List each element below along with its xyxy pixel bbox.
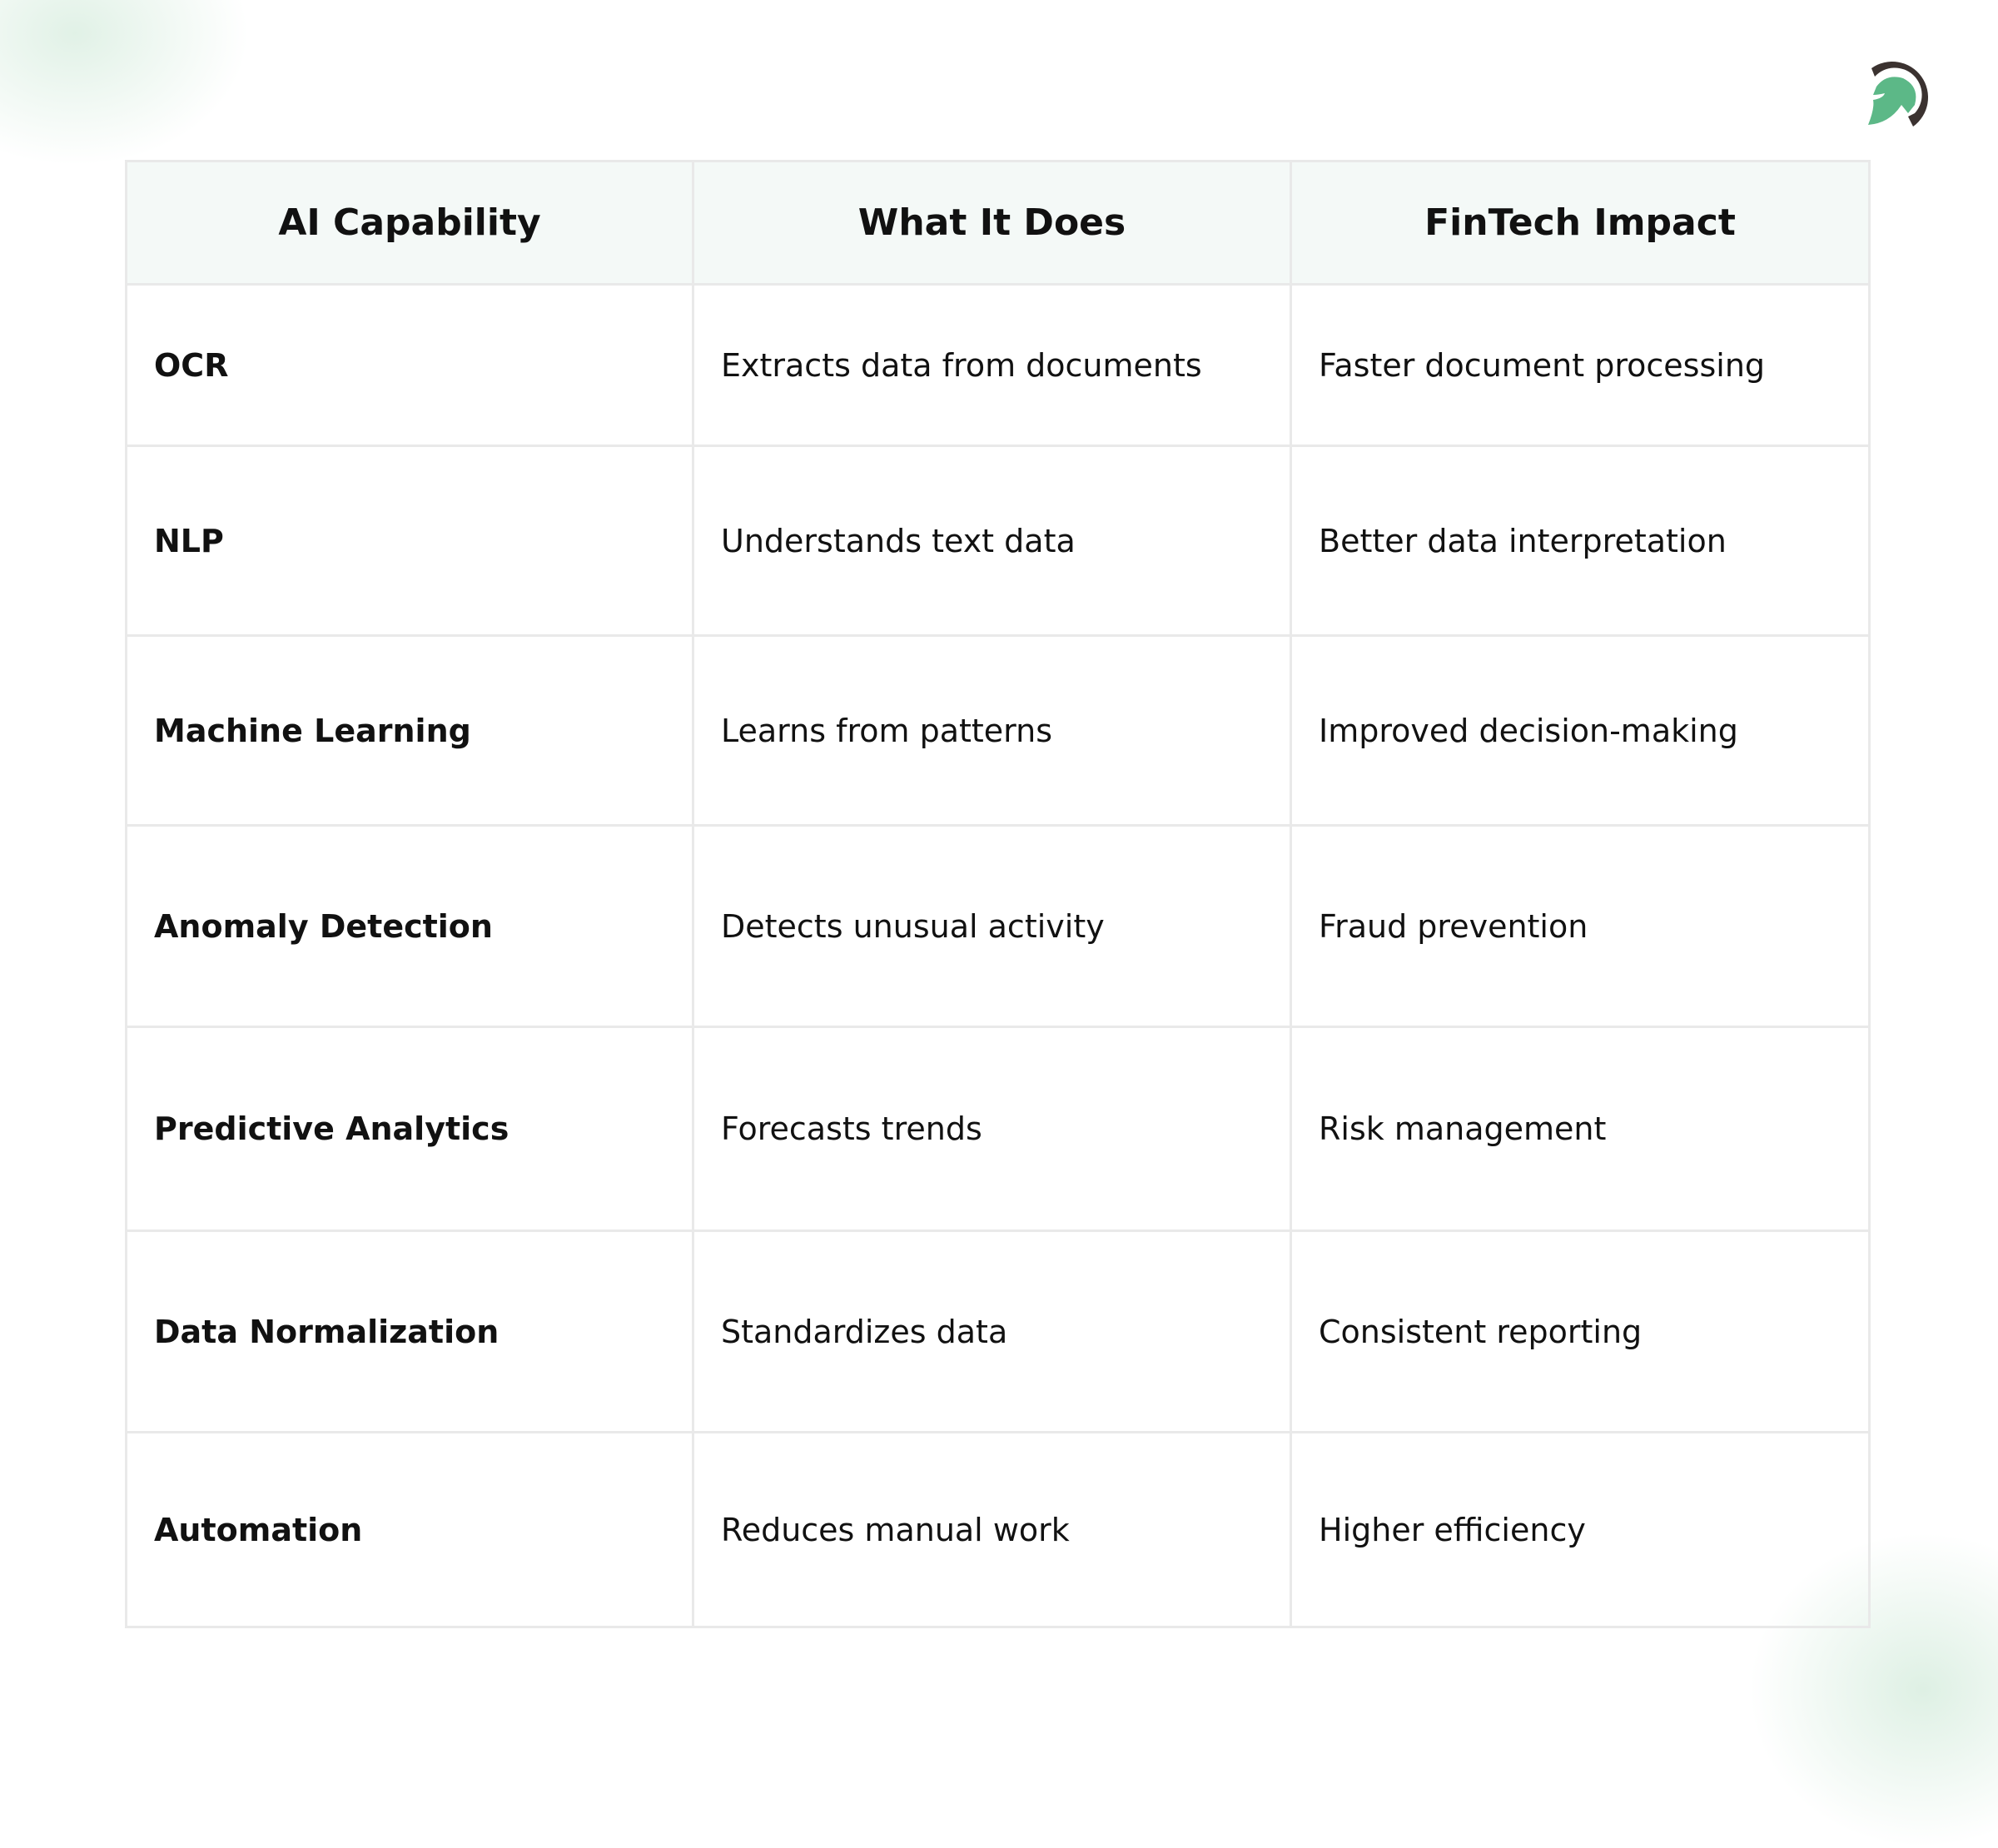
table-row [127,1231,1870,1433]
impact-cell: Fraud prevention [1291,826,1870,1027]
impact-cell: Risk management [1291,1027,1870,1231]
description-cell: Detects unusual activity [693,826,1291,1027]
capability-cell: Anomaly Detection [127,826,693,1027]
header-fintech-impact: FinTech Impact [1291,161,1870,285]
helmet-logo-icon [1865,57,1940,132]
description-cell: Reduces manual work [693,1433,1291,1627]
table-header-row [127,161,1870,285]
capability-cell: Machine Learning [127,636,693,826]
impact-cell: Higher efficiency [1291,1433,1870,1627]
table-row [127,446,1870,636]
description-cell: Forecasts trends [693,1027,1291,1231]
capability-cell: Predictive Analytics [127,1027,693,1231]
description-cell: Extracts data from documents [693,285,1291,446]
table-row [127,1027,1870,1231]
capability-cell: OCR [127,285,693,446]
header-ai-capability: AI Capability [127,161,693,285]
table-row [127,285,1870,446]
background-glow [0,0,250,166]
impact-cell: Consistent reporting [1291,1231,1870,1433]
table-row [127,826,1870,1027]
impact-cell: Better data interpretation [1291,446,1870,636]
impact-cell: Faster document processing [1291,285,1870,446]
description-cell: Standardizes data [693,1231,1291,1433]
description-cell: Understands text data [693,446,1291,636]
capability-cell: Automation [127,1433,693,1627]
table-row [127,1433,1870,1627]
capability-cell: NLP [127,446,693,636]
ai-capabilities-table [125,160,1871,1628]
table-row [127,636,1870,826]
description-cell: Learns from patterns [693,636,1291,826]
capability-cell: Data Normalization [127,1231,693,1433]
header-what-it-does: What It Does [693,161,1291,285]
impact-cell: Improved decision-making [1291,636,1870,826]
